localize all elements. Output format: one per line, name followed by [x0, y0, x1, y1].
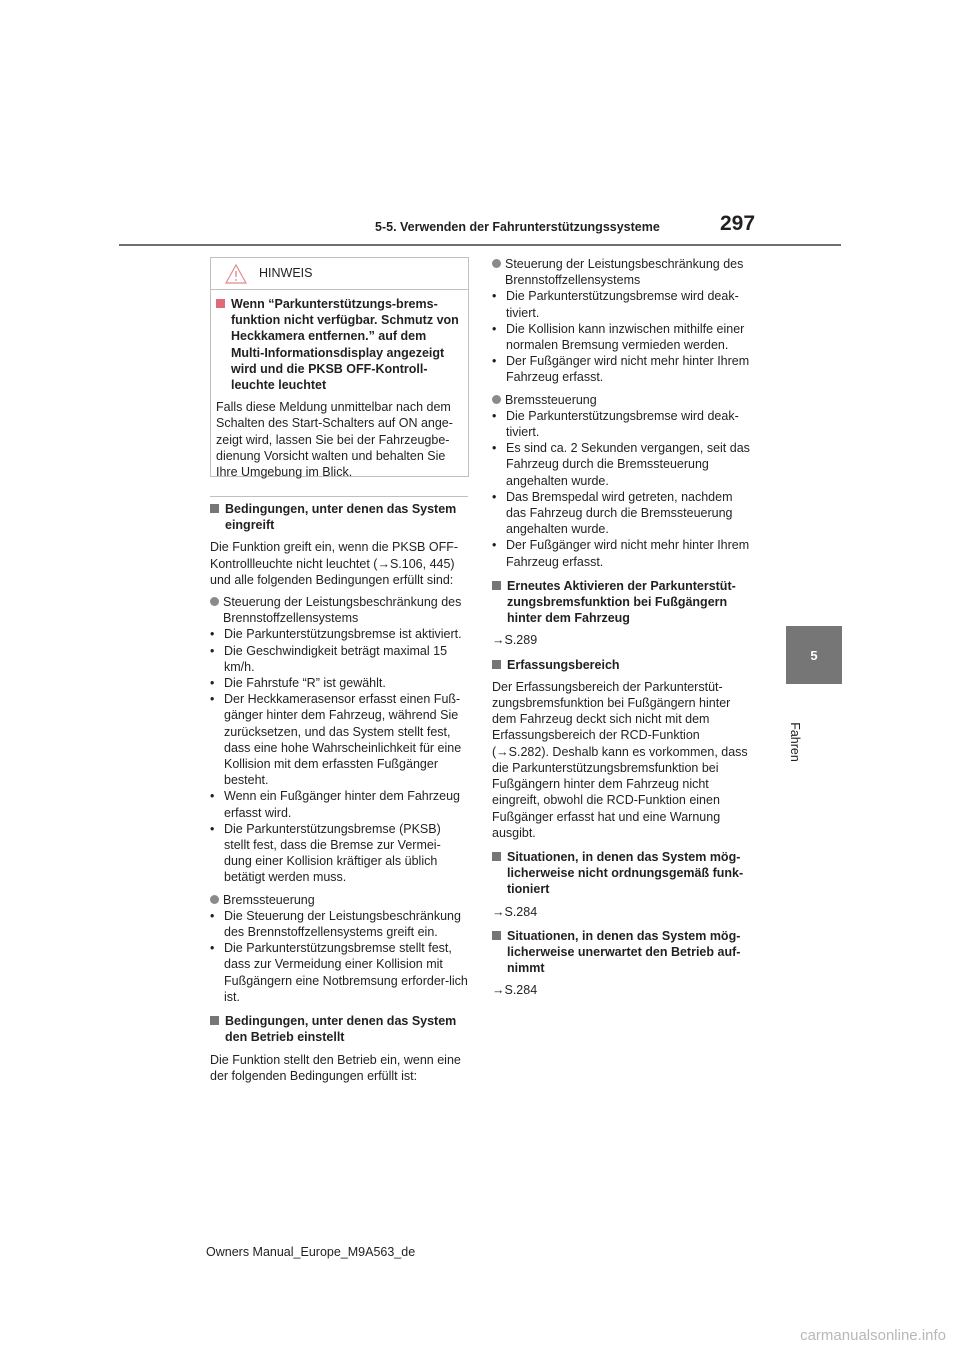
warning-icon	[225, 264, 247, 284]
list-item-text: Die Parkunterstützungsbremse stellt fest, dass zur Vermeidung einer Kollision mit Fußgängern eine Notbremsung erforder-lich ist.	[224, 941, 468, 1004]
list-item: • Der Fußgänger wird nicht mehr hinter Ihrem Fahrzeug erfasst.	[492, 538, 750, 569]
heading-text: Bedingungen, unter denen das System den Betrieb einstellt	[225, 1014, 457, 1045]
list-item-text: Die Parkunterstützungsbremse wird deak-tiviert.	[506, 289, 739, 320]
list-item-text: Die Geschwindigkeit beträgt maximal 15 km/h.	[224, 643, 448, 674]
square-bullet-icon	[216, 299, 225, 308]
square-bullet-icon	[210, 1016, 219, 1025]
square-bullet-icon	[492, 660, 501, 669]
paragraph: Der Erfassungsbereich der Parkunterstüt-zungsbremsfunktion bei Fußgängern hinter dem Fahrzeug deckt sich nicht mit dem Erfassungsbereich der RCD-Funktion (→S.282). Deshalb kann es vorkommen, dass die Parkunterstützungsbremsfunktion bei Fußgängern hinter dem Fahrzeug nicht eingreift, obwohl die RCD-Funktion einen Fußgänger erfasst hat und eine Warnung ausgibt.	[492, 679, 748, 840]
page-reference-link[interactable]: →S.284	[492, 904, 538, 919]
heading-detection-range	[492, 657, 750, 673]
list-item-text: Die Parkunterstützungsbremse ist aktiviert.	[224, 627, 462, 642]
list-item: • Die Parkunterstützungsbremse ist aktiviert.	[210, 627, 462, 642]
page-reference-link[interactable]: →S.284	[492, 983, 538, 998]
note-body: Falls diese Meldung unmittelbar nach dem Schalten des Start-Schalters auf ON ange-zeigt wird, lassen Sie bei der Fahrzeugbe-dienung Vorsicht walten und behalten Sie Ihre Umgebung im Blick.	[216, 400, 453, 480]
note-header	[211, 258, 468, 290]
bullet-list	[492, 288, 750, 385]
watermark: carmanualsonline.info	[800, 1327, 946, 1344]
subheading	[492, 256, 750, 288]
list-item: • Die Fahrstufe “R” ist gewählt.	[210, 676, 386, 691]
square-bullet-icon	[492, 852, 501, 861]
note-heading-text: Wenn “Parkunterstützungs-brems-funktion nicht verfügbar. Schmutz von Heckkamera entfernen.” auf dem Multi-Informationsdisplay angezeigt wird und die PKSB OFF-Kontroll-leuchte leuchtet	[231, 297, 459, 393]
list-item-text: Die Kollision kann inzwischen mithilfe einer normalen Bremsung vermieden werden.	[506, 321, 745, 353]
list-item: • Die Steuerung der Leistungsbeschränkung des Brennstoffzellensystems greift ein.	[210, 908, 468, 940]
list-item: • Das Bremspedal wird getreten, nachdem das Fahrzeug durch die Bremssteuerung angehalten wurde.	[492, 489, 750, 538]
subheading	[210, 892, 468, 908]
paragraph: Die Funktion stellt den Betrieb ein, wenn eine der folgenden Bedingungen erfüllt ist:	[210, 1052, 461, 1083]
list-item: • Die Parkunterstützungsbremse wird deak-tiviert.	[492, 288, 750, 320]
header-rule	[119, 244, 841, 246]
subheading-text: Steuerung der Leistungsbeschränkung des Brennstoffzellensystems	[505, 257, 744, 288]
list-item-text: Die Steuerung der Leistungsbeschränkung des Brennstoffzellensystems greift ein.	[224, 908, 461, 940]
bullet-list	[210, 626, 468, 885]
note-box	[210, 257, 469, 480]
footer-text: Owners Manual_Europe_M9A563_de	[206, 1245, 416, 1259]
page-reference-link[interactable]: →S.289	[492, 633, 538, 648]
subheading	[492, 392, 750, 408]
list-item-text: Der Heckkamerasensor erfasst einen Fuß-gänger hinter dem Fahrzeug, während Sie zurücksetzen, und das System stellt fest, dass eine hohe Wahrscheinlichkeit für eine Kollision mit dem erfassten Fußgänger besteht.	[224, 692, 462, 788]
page-number: 297	[720, 212, 756, 235]
note-title: HINWEIS	[259, 266, 313, 280]
chapter-label-text: Fahren	[788, 722, 803, 762]
list-item: • Die Geschwindigkeit beträgt maximal 15 km/h.	[210, 643, 468, 675]
list-item: • Die Parkunterstützungsbremse wird deak-tiviert.	[492, 408, 750, 440]
heading-text: Situationen, in denen das System mög-licherweise unerwartet den Betrieb auf-nimmt	[507, 928, 741, 976]
square-bullet-icon	[492, 931, 501, 940]
section-rule	[210, 496, 468, 497]
list-item-text: Das Bremspedal wird getreten, nachdem das Fahrzeug durch die Bremssteuerung angehalten wurde.	[506, 489, 733, 537]
right-column	[492, 256, 750, 1007]
heading-conditions-engage	[210, 501, 468, 533]
heading-malfunction-situations	[492, 849, 750, 898]
list-item-text: Der Fußgänger wird nicht mehr hinter Ihrem Fahrzeug erfasst.	[506, 354, 750, 385]
subheading-text: Steuerung der Leistungsbeschränkung des Brennstoffzellensystems	[223, 595, 462, 626]
bullet-list	[210, 908, 468, 1005]
square-bullet-icon	[492, 581, 501, 590]
list-item-text: Die Parkunterstützungsbremse wird deak-tiviert.	[506, 408, 739, 440]
heading-text: Erneutes Aktivieren der Parkunterstüt-zungsbremsfunktion bei Fußgängern hinter dem Fahrzeug	[507, 578, 736, 626]
subheading-text: Bremssteuerung	[223, 892, 315, 907]
heading-text: Situationen, in denen das System mög-licherweise nicht ordnungsgemäß funk-tioniert	[507, 849, 744, 897]
subheading-text: Bremssteuerung	[505, 392, 597, 407]
paragraph: Die Funktion greift ein, wenn die PKSB OFF-Kontrollleuchte nicht leuchtet (→S.106, 445) und alle folgenden Bedingungen erfüllt sind:	[210, 540, 459, 587]
list-item-text: Der Fußgänger wird nicht mehr hinter Ihrem Fahrzeug erfasst.	[506, 538, 750, 569]
list-item: • Die Parkunterstützungsbremse stellt fest, dass zur Vermeidung einer Kollision mit Fußgängern eine Notbremsung erforder-lich ist.	[210, 941, 468, 1004]
list-item: • Die Kollision kann inzwischen mithilfe einer normalen Bremsung vermieden werden.	[492, 321, 750, 353]
heading-text: Erfassungsbereich	[507, 657, 620, 672]
list-item-text: Die Parkunterstützungsbremse (PKSB) stellt fest, dass die Bremse zur Vermei-dung einer Kollision kräftiger als üblich betätigt werden muss.	[224, 821, 441, 885]
note-heading	[216, 296, 462, 393]
list-item: • Der Heckkamerasensor erfasst einen Fuß-gänger hinter dem Fahrzeug, während Sie zurücksetzen, und das System stellt fest, dass eine hohe Wahrscheinlichkeit für eine Kollision mit dem erfassten Fußgänger besteht.	[210, 691, 468, 788]
circle-bullet-icon	[210, 895, 219, 904]
circle-bullet-icon	[210, 597, 219, 606]
heading-unexpected-situations	[492, 928, 750, 977]
list-item-text: Die Fahrstufe “R” ist gewählt.	[224, 676, 386, 691]
circle-bullet-icon	[492, 259, 501, 268]
left-column	[210, 496, 468, 1090]
section-title: 5-5. Verwenden der Fahrunterstützungssysteme	[375, 220, 660, 234]
bullet-list	[492, 408, 750, 570]
list-item-text: Es sind ca. 2 Sekunden vergangen, seit das Fahrzeug durch die Bremssteuerung angehalten wurde.	[506, 441, 750, 488]
list-item-text: Wenn ein Fußgänger hinter dem Fahrzeug erfasst wird.	[224, 789, 461, 820]
list-item: • Die Parkunterstützungsbremse (PKSB) stellt fest, dass die Bremse zur Vermei-dung einer Kollision kräftiger als üblich betätigt werden muss.	[210, 821, 468, 886]
chapter-tab: 5	[786, 626, 842, 684]
heading-reactivate	[492, 578, 750, 627]
heading-conditions-stop	[210, 1013, 468, 1045]
list-item: • Wenn ein Fußgänger hinter dem Fahrzeug erfasst wird.	[210, 788, 468, 820]
list-item: • Es sind ca. 2 Sekunden vergangen, seit das Fahrzeug durch die Bremssteuerung angehalten wurde.	[492, 441, 750, 488]
heading-text: Bedingungen, unter denen das System eingreift	[225, 502, 457, 533]
subheading	[210, 594, 468, 626]
square-bullet-icon	[210, 504, 219, 513]
chapter-label	[780, 712, 810, 772]
circle-bullet-icon	[492, 395, 501, 404]
list-item: • Der Fußgänger wird nicht mehr hinter Ihrem Fahrzeug erfasst.	[492, 354, 750, 385]
